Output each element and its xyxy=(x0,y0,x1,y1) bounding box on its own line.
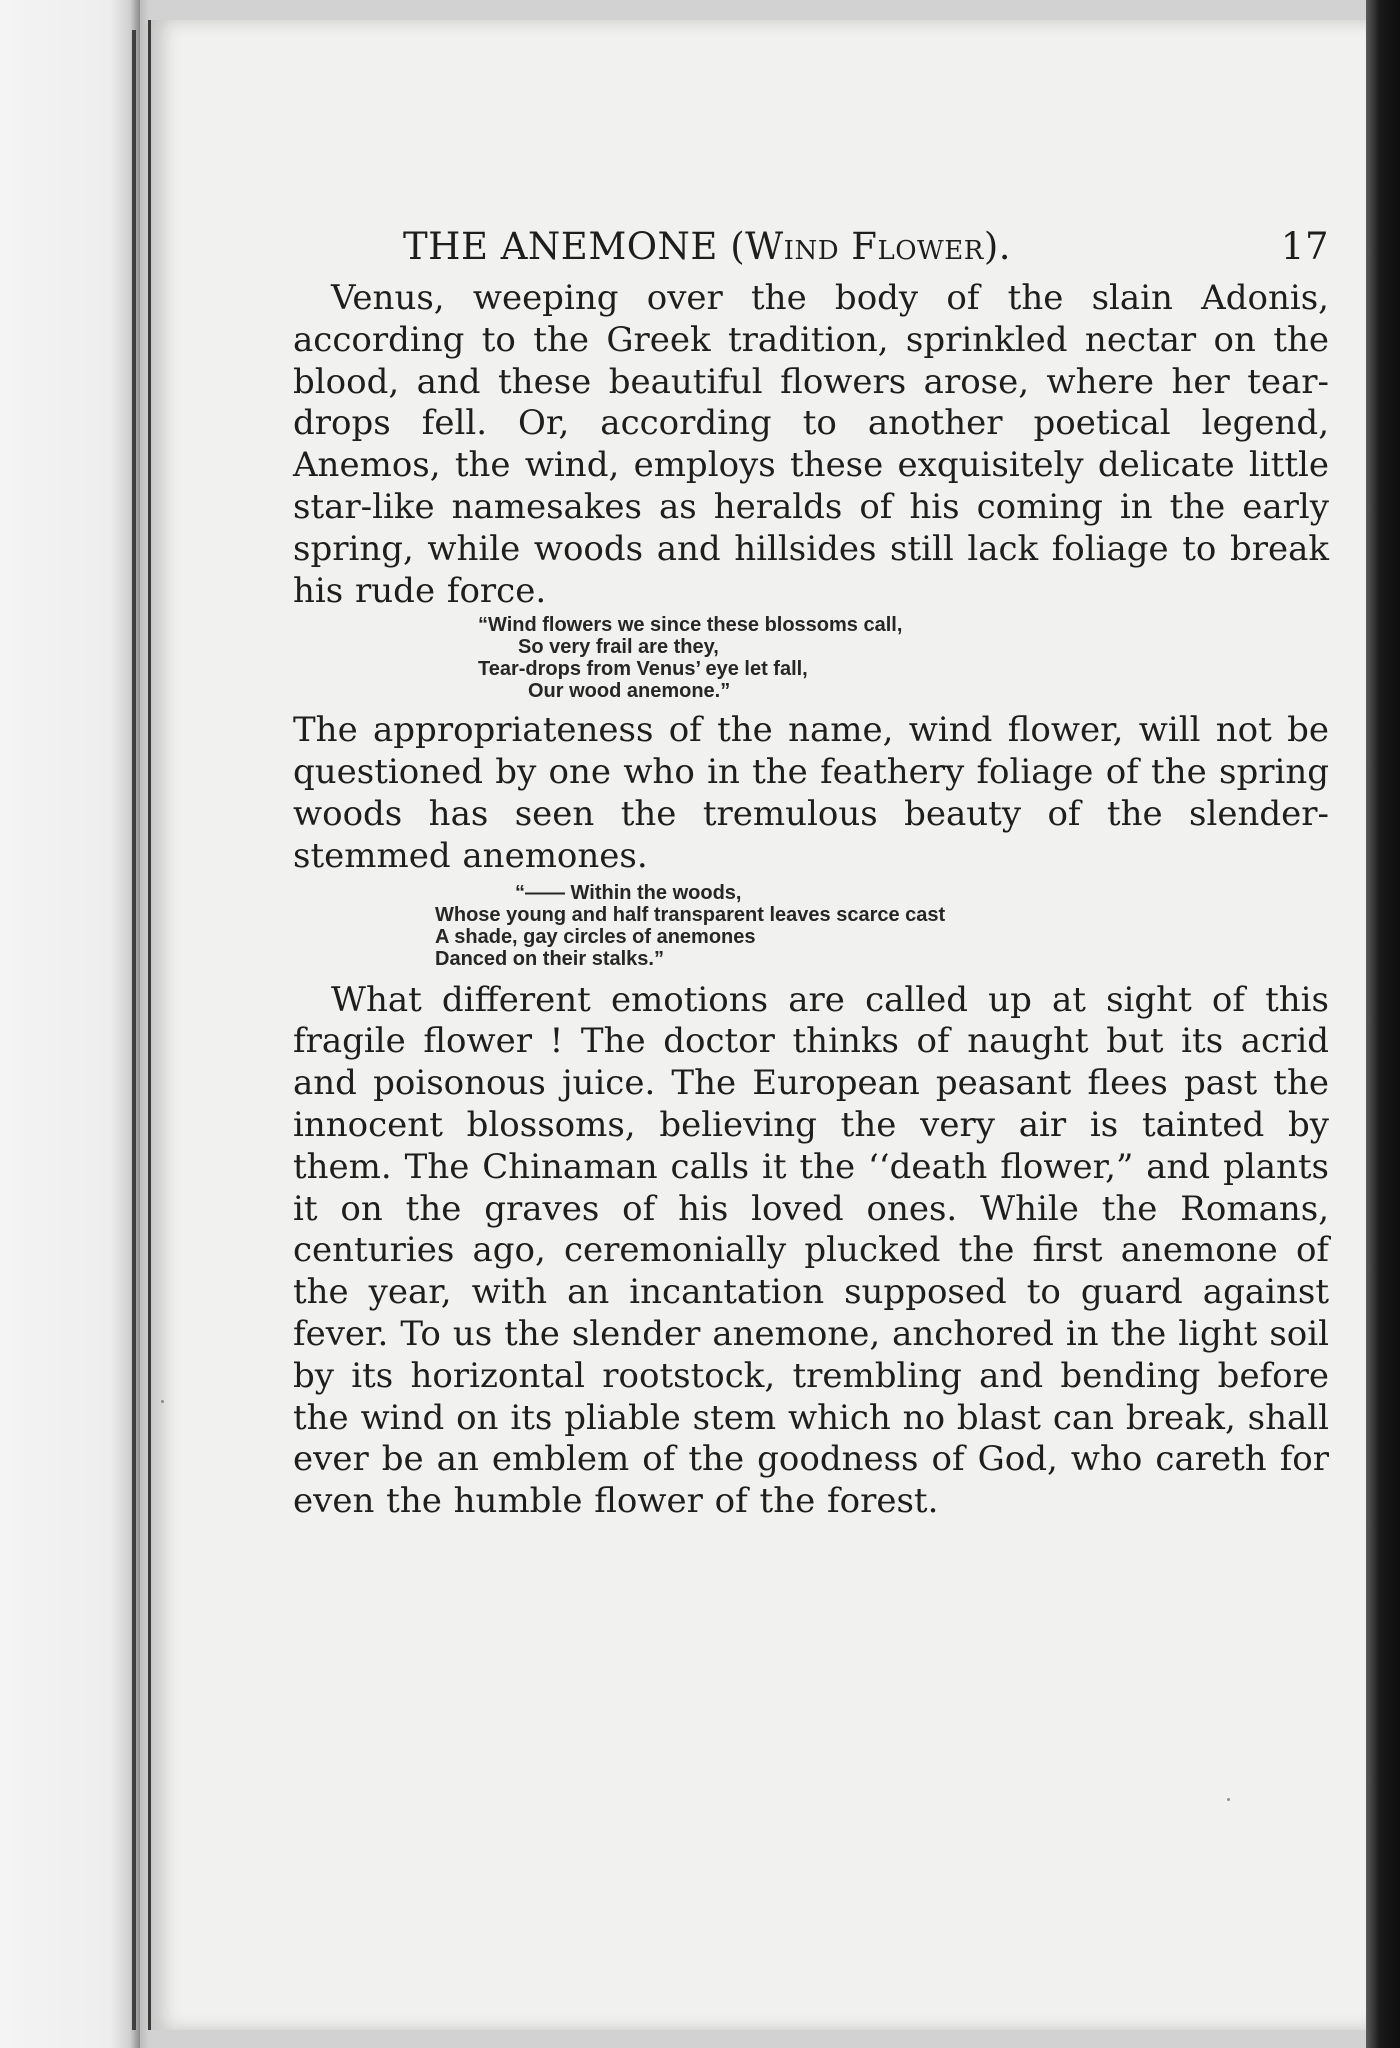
verse-line: Danced on their stalks.” xyxy=(435,947,664,970)
scan-speck xyxy=(161,1400,164,1403)
page-number: 17 xyxy=(1280,225,1329,268)
verse-line: A shade, gay circles of anemones xyxy=(435,925,756,948)
book-spine-shadow xyxy=(132,30,136,2030)
verse-line: Whose young and half transparent leaves scarce cast xyxy=(435,903,946,926)
paragraph-emotions: What different emotions are called up at sight of this fragile flower ! The doctor thinks of naught but its acrid and poisonous juice. The European peasant flees past the innocent blossoms, believing the very air is tainted by them. The Chinaman calls it the ‘‘death flower,” and plants it on the graves of his loved ones. While the Romans, centuries ago, ceremonially plucked the first anemone of the year, with an incantation supposed to guard against fever. To us the slender anemone, anchored in the light soil by its horizontal rootstock, trembling and bending before the wind on its pliable stem which no blast can break, shall ever be an emblem of the goodness of God, who careth for even the humble flower of the forest. xyxy=(293,979,1329,1522)
verse-line: “—— Within the woods, xyxy=(515,881,742,904)
verse-line: “Wind flowers we since these blossoms call, xyxy=(478,614,903,637)
page-text-block xyxy=(293,222,1329,1523)
paragraph-venus-legend: Venus, weeping over the body of the slain Adonis, according to the Greek tradition, sprinkled nectar on the blood, and these beautiful flowers arose, where her tear-drops fell. Or, according to another poetical legend, Anemos, the wind, employs these exquisitely delicate little star-like namesakes as heralds of his coming in the early spring, while woods and hillsides still lack foliage to break his rude force. xyxy=(293,278,1329,611)
verse-within-the-woods xyxy=(435,882,1329,970)
verse-line: So very frail are they, xyxy=(518,636,719,659)
book-page xyxy=(148,20,1369,2030)
paragraph-appropriateness: The appropriateness of the name, wind flower, will not be questioned by one who in the feathery foliage of the spring woods has seen the tremulous beauty of the slender-stemmed anemones. xyxy=(293,710,1329,876)
right-scan-border xyxy=(1366,0,1400,2048)
chapter-subtitle: (Wind Flower). xyxy=(730,225,1012,268)
verse-wind-flowers xyxy=(478,614,1329,702)
running-head xyxy=(403,222,1329,278)
chapter-title: THE ANEMONE xyxy=(403,225,718,268)
verse-line: Tear-drops from Venus’ eye let fall, xyxy=(478,658,808,681)
verse-line: Our wood anemone.” xyxy=(528,680,731,703)
running-head-title xyxy=(403,222,1011,272)
scan-speck xyxy=(1227,1798,1230,1801)
left-page-edge xyxy=(0,0,140,2048)
